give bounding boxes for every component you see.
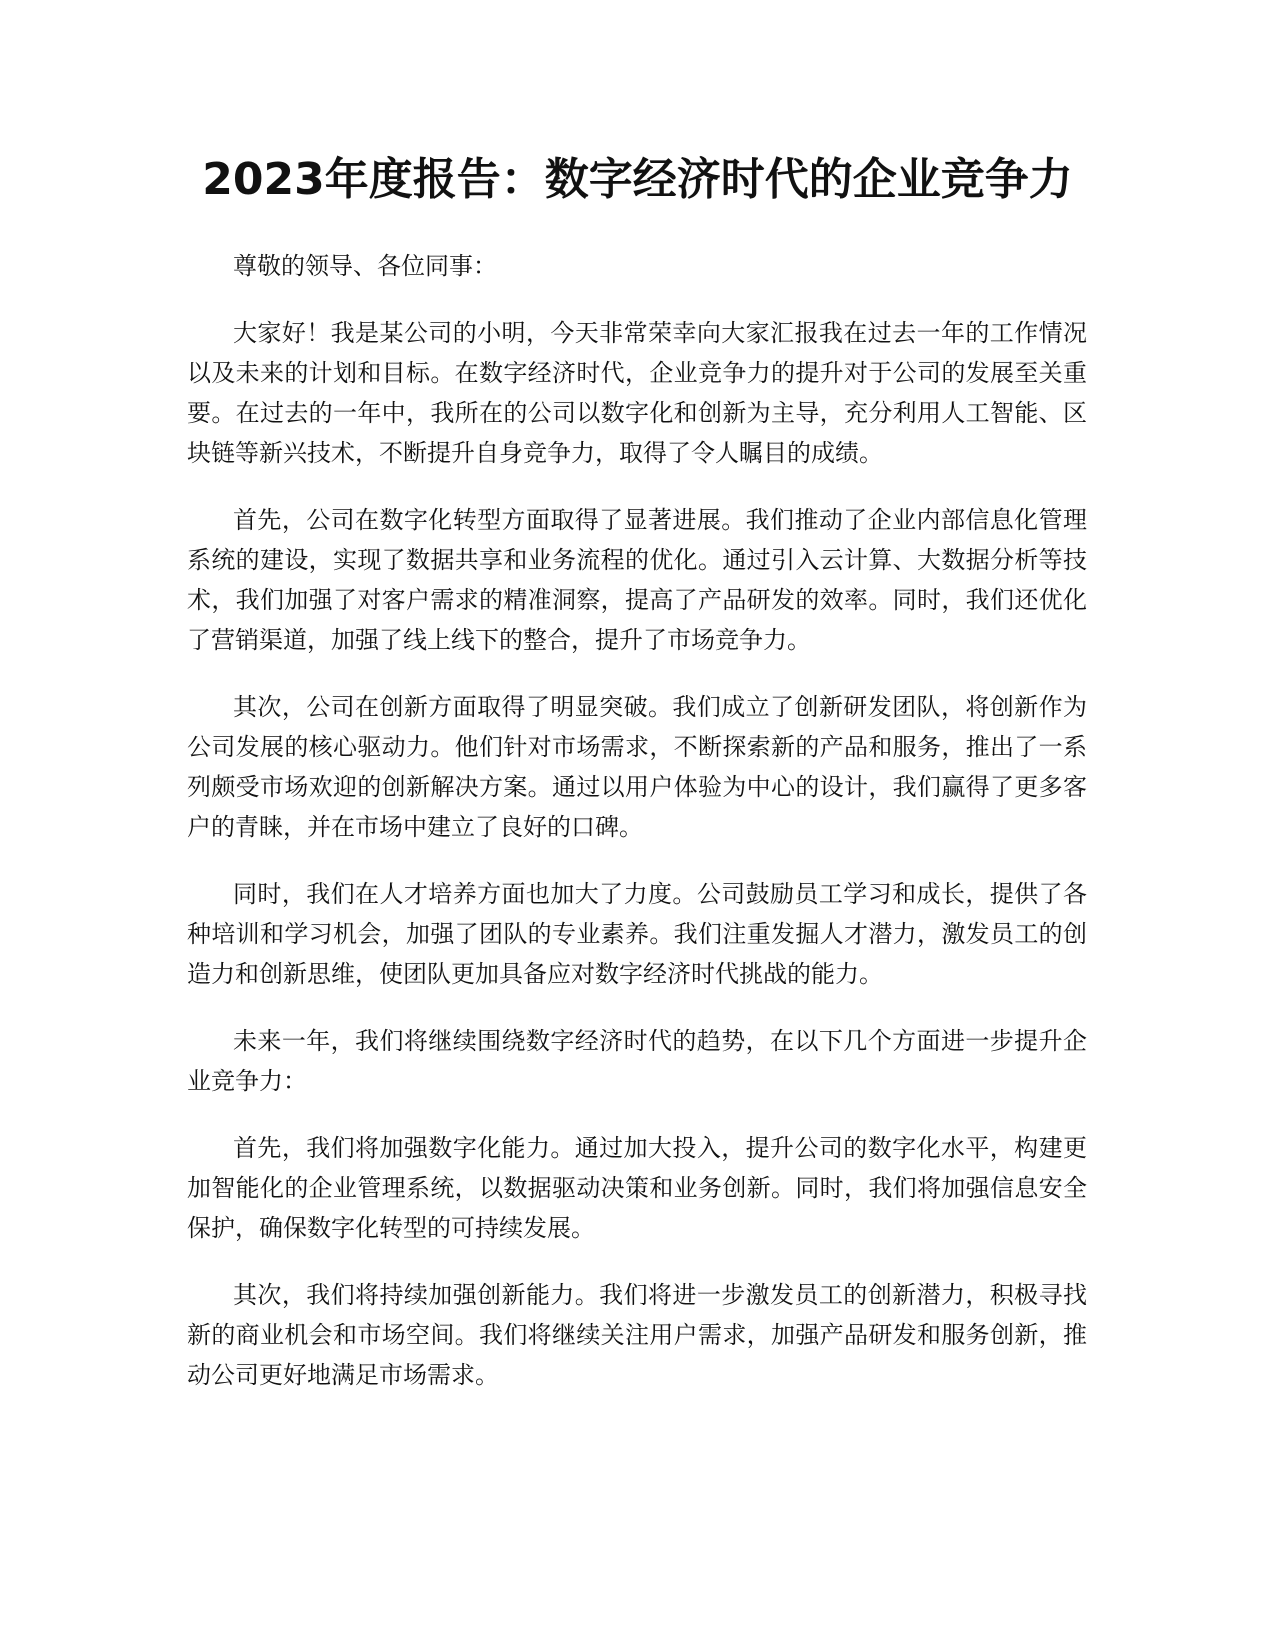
body-paragraph: 未来一年，我们将继续围绕数字经济时代的趋势，在以下几个方面进一步提升企业竞争力： [187, 1027, 1087, 1095]
body-paragraph: 其次，公司在创新方面取得了明显突破。我们成立了创新研发团队，将创新作为公司发展的核心驱动力。他们针对市场需求，不断探索新的产品和服务，推出了一系列颇受市场欢迎的创新解决方案。通过以用户体验为中心的设计，我们赢得了更多客户的青睐，并在市场中建立了良好的口碑。 [187, 693, 1087, 841]
body-paragraph: 其次，我们将持续加强创新能力。我们将进一步激发员工的创新潜力，积极寻找新的商业机会和市场空间。我们将继续关注用户需求，加强产品研发和服务创新，推动公司更好地满足市场需求。 [187, 1281, 1087, 1389]
body-paragraph: 首先，公司在数字化转型方面取得了显著进展。我们推动了企业内部信息化管理系统的建设，实现了数据共享和业务流程的优化。通过引入云计算、大数据分析等技术，我们加强了对客户需求的精准洞察，提高了产品研发的效率。同时，我们还优化了营销渠道，加强了线上线下的整合，提升了市场竞争力。 [187, 506, 1087, 654]
body-paragraph: 首先，我们将加强数字化能力。通过加大投入，提升公司的数字化水平，构建更加智能化的企业管理系统，以数据驱动决策和业务创新。同时，我们将加强信息安全保护，确保数字化转型的可持续发展。 [187, 1134, 1087, 1242]
body-paragraph: 同时，我们在人才培养方面也加大了力度。公司鼓励员工学习和成长，提供了各种培训和学习机会，加强了团队的专业素养。我们注重发掘人才潜力，激发员工的创造力和创新思维，使团队更加具备应对数字经济时代挑战的能力。 [187, 880, 1087, 988]
salutation-paragraph: 尊敬的领导、各位同事： [233, 252, 497, 280]
body-paragraph: 大家好！我是某公司的小明，今天非常荣幸向大家汇报我在过去一年的工作情况以及未来的计划和目标。在数字经济时代，企业竞争力的提升对于公司的发展至关重要。在过去的一年中，我所在的公司以数字化和创新为主导，充分利用人工智能、区块链等新兴技术，不断提升自身竞争力，取得了令人瞩目的成绩。 [187, 319, 1087, 467]
document-body [187, 246, 1087, 1422]
document-title: 2023年度报告：数字经济时代的企业竞争力 [202, 154, 1073, 205]
